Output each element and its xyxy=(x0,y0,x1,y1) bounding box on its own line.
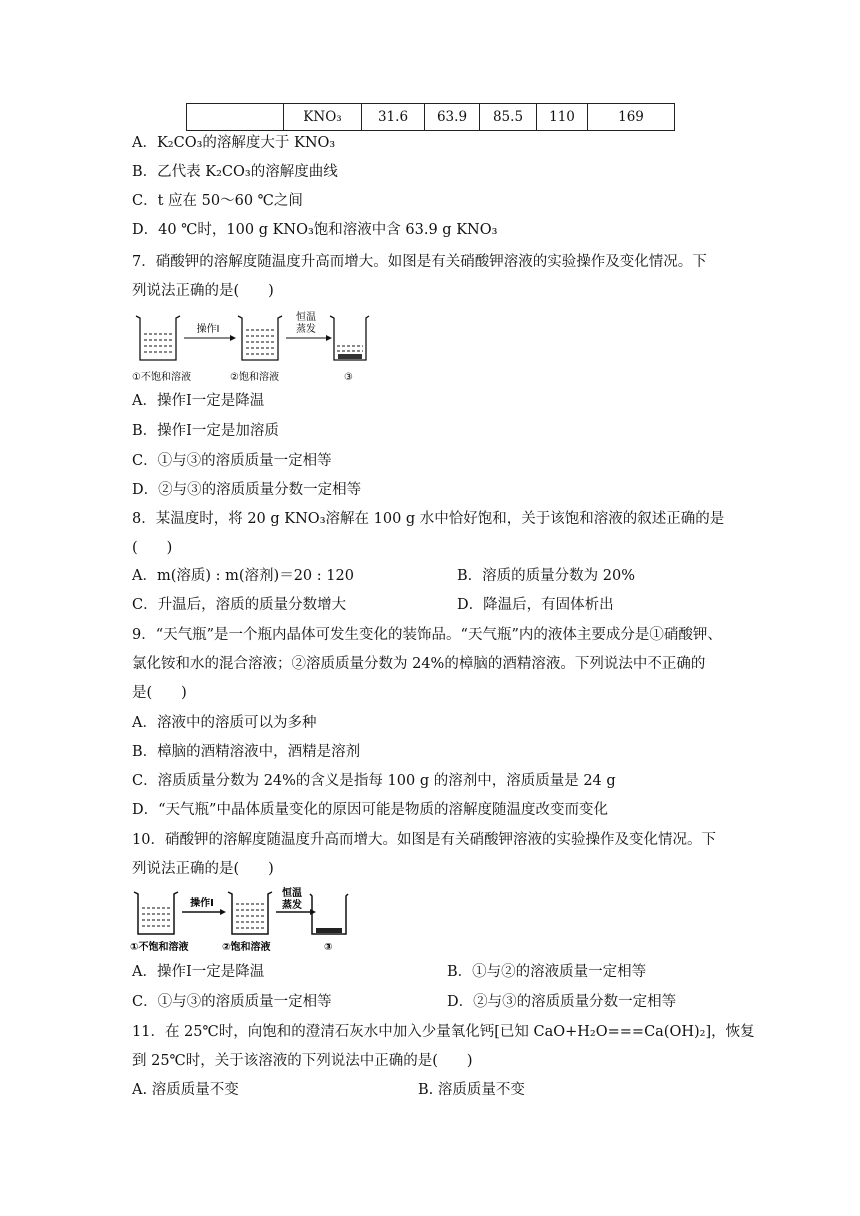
q10-stem-line1: 10．硝酸钾的溶解度随温度升高而增大。如图是有关硝酸钾溶液的实验操作及变化情况。下 xyxy=(132,832,716,848)
q6-option-a: A．K₂CO₃的溶解度大于 KNO₃ xyxy=(132,135,336,151)
caption-saturated: ②饱和溶液 xyxy=(230,372,279,383)
q6-option-d: D．40 ℃时，100 g KNO₃饱和溶液中含 63.9 g KNO₃ xyxy=(132,222,498,238)
q10-option-d: D．②与③的溶质质量分数一定相等 xyxy=(447,994,677,1010)
q9-stem-line1: 9．“天气瓶”是一个瓶内晶体可发生变化的装饰品。“天气瓶”内的液体主要成分是①硝酸钾、 xyxy=(132,627,722,643)
q9-stem-line2: 氯化铵和水的混合溶液；②溶质质量分数为 24%的樟脑的酒精溶液。下列说法中不正确的 xyxy=(132,656,706,672)
table-cell-label xyxy=(187,104,284,131)
q11-stem-line2: 到 25℃时，关于该溶液的下列说法中正确的是( ) xyxy=(132,1053,473,1069)
table-cell-substance: KNO₃ xyxy=(284,104,362,131)
op1-label: 操作Ⅰ xyxy=(196,324,220,335)
q10-stem-line2: 列说法正确的是( ) xyxy=(132,861,274,877)
caption-third: ③ xyxy=(324,942,333,953)
q9-option-c: C．溶质质量分数为 24%的含义是指每 100 g 的溶剂中，溶质质量是 24 g xyxy=(132,773,616,789)
q9-stem-line3: 是( ) xyxy=(132,685,187,701)
beaker-icon xyxy=(310,894,348,934)
q8-stem-line2: ( ) xyxy=(132,540,173,556)
op1-label: 操作Ⅰ xyxy=(190,898,214,909)
q8-option-c: C．升温后，溶质的质量分数增大 xyxy=(132,597,347,613)
q7-option-c: C．①与③的溶质质量一定相等 xyxy=(132,453,332,469)
table-cell-value: 63.9 xyxy=(425,104,480,131)
q6-option-c: C．t 应在 50～60 ℃之间 xyxy=(132,193,303,209)
q7-stem-line1: 7．硝酸钾的溶解度随温度升高而增大。如图是有关硝酸钾溶液的实验操作及变化情况。下 xyxy=(132,254,707,270)
q7-stem-line2: 列说法正确的是( ) xyxy=(132,283,274,299)
beaker-icon xyxy=(134,892,178,934)
table-cell-value: 110 xyxy=(537,104,588,131)
q11-stem-line1: 11．在 25℃时，向饱和的澄清石灰水中加入少量氧化钙[已知 CaO+H₂O===Ca(OH)₂]，恢复 xyxy=(132,1024,755,1040)
caption-saturated: ②饱和溶液 xyxy=(222,942,271,953)
q9-option-a: A．溶液中的溶质可以为多种 xyxy=(132,715,317,731)
caption-unsaturated: ①不饱和溶液 xyxy=(132,372,191,383)
op2-label-line2: 蒸发 xyxy=(282,900,302,911)
q10-beaker-figure xyxy=(130,884,350,956)
op2-label-line1: 恒温 xyxy=(282,888,302,899)
q8-option-a: A．m(溶质) : m(溶剂)＝20 : 120 xyxy=(132,568,354,584)
q7-option-a: A．操作Ⅰ一定是降温 xyxy=(132,393,265,409)
beaker-icon xyxy=(228,892,272,934)
q8-option-b: B．溶质的质量分数为 20% xyxy=(457,568,635,584)
q10-option-a: A．操作Ⅰ一定是降温 xyxy=(132,964,265,980)
table-row xyxy=(187,104,675,131)
q7-beaker-figure xyxy=(130,308,370,386)
q8-option-d: D．降温后，有固体析出 xyxy=(457,597,614,613)
caption-third: ③ xyxy=(344,372,353,383)
q10-option-b: B．①与②的溶液质量一定相等 xyxy=(447,964,647,980)
q9-option-b: B．樟脑的酒精溶液中，酒精是溶剂 xyxy=(132,744,361,760)
solubility-table xyxy=(186,103,675,131)
q7-option-d: D．②与③的溶质质量分数一定相等 xyxy=(132,482,362,498)
caption-unsaturated: ①不饱和溶液 xyxy=(130,942,189,953)
beaker-icon xyxy=(136,316,180,360)
table-cell-value: 169 xyxy=(588,104,675,131)
q8-stem-line1: 8．某温度时，将 20 g KNO₃溶解在 100 g 水中恰好饱和，关于该饱和溶液的叙述正确的是 xyxy=(132,511,725,527)
q11-option-a: A. 溶质质量不变 xyxy=(132,1082,239,1098)
q9-option-d: D．“天气瓶”中晶体质量变化的原因可能是物质的溶解度随温度改变而变化 xyxy=(132,802,608,818)
table-cell-value: 31.6 xyxy=(362,104,425,131)
op2-label-line2: 蒸发 xyxy=(296,324,316,335)
q10-option-c: C．①与③的溶质质量一定相等 xyxy=(132,994,332,1010)
op2-label-line1: 恒温 xyxy=(296,312,316,323)
q11-option-b: B. 溶质质量不变 xyxy=(418,1082,525,1098)
q6-option-b: B．乙代表 K₂CO₃的溶解度曲线 xyxy=(132,164,338,180)
q7-option-b: B．操作Ⅰ一定是加溶质 xyxy=(132,423,279,439)
beaker-icon xyxy=(330,316,369,360)
table-cell-value: 85.5 xyxy=(480,104,537,131)
beaker-icon xyxy=(238,316,282,360)
